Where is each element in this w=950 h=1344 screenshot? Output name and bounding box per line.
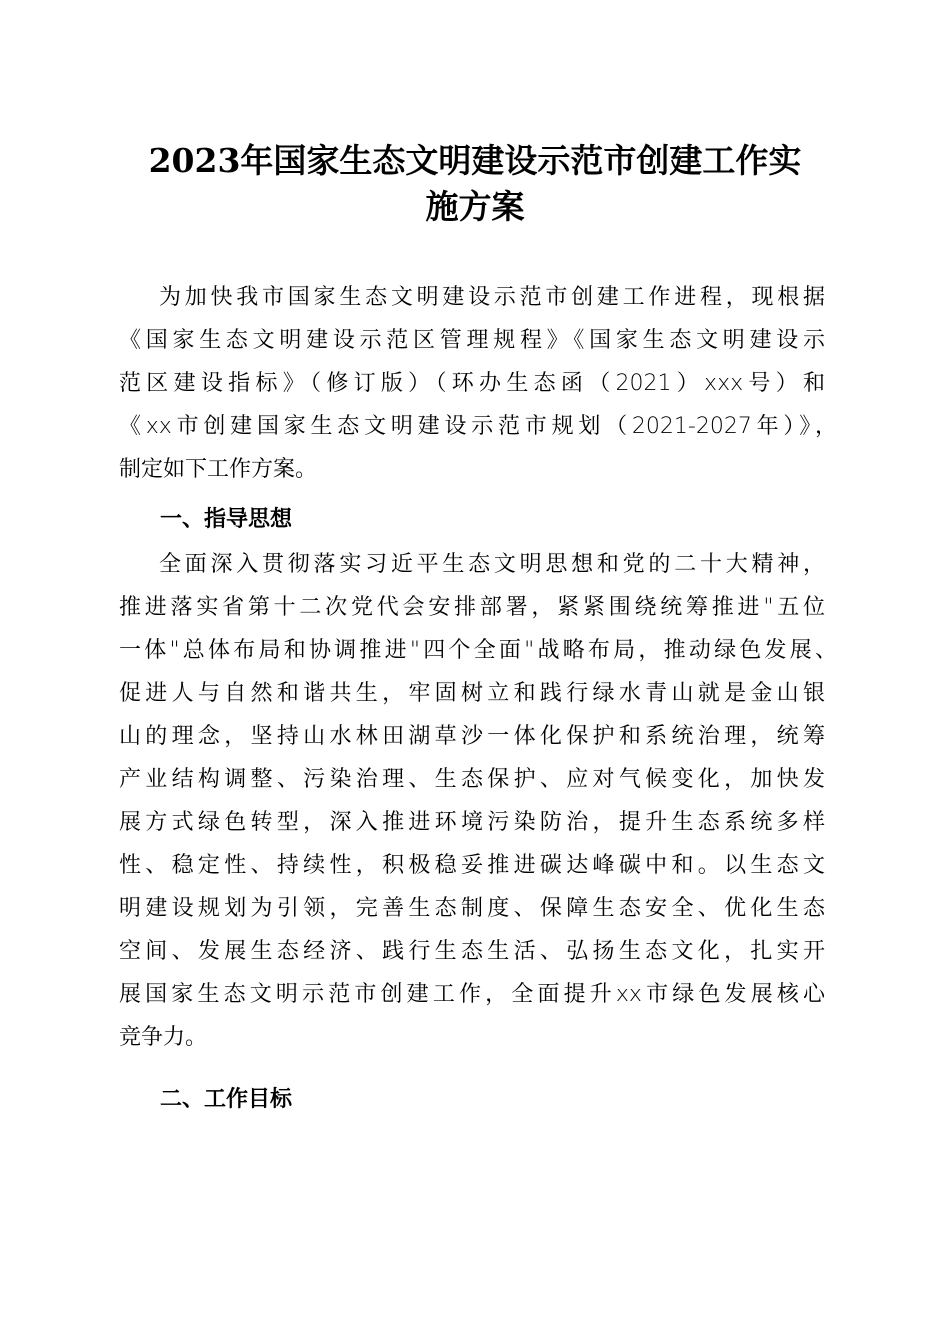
- section-heading-guiding-ideology: 一、指导思想: [160, 507, 293, 532]
- section-heading-work-goals: 二、工作目标: [160, 1087, 293, 1112]
- section1-paragraph-line: 全面深入贯彻落实习近平生态文明思想和党的二十大精神，: [159, 552, 825, 577]
- section1-paragraph-line: 一体"总体布局和协调推进"四个全面"战略布局，推动绿色发展、: [119, 638, 837, 663]
- intro-paragraph-line: 《国家生态文明建设示范区管理规程》《国家生态文明建设示: [119, 328, 825, 353]
- document-title-line-1: 2023年国家生态文明建设示范市创建工作实: [148, 141, 802, 180]
- section1-paragraph-line: 展国家生态文明示范市创建工作，全面提升xx市绿色发展核心: [119, 982, 825, 1007]
- section1-paragraph-line: 产业结构调整、污染治理、生态保护、应对气候变化，加快发: [119, 767, 825, 792]
- document-title-line-2: 施方案: [425, 187, 525, 226]
- section1-paragraph-line: 明建设规划为引领，完善生态制度、保障生态安全、优化生态: [119, 896, 825, 921]
- intro-paragraph-line: 制定如下工作方案。: [119, 457, 318, 482]
- section1-paragraph-line: 推进落实省第十二次党代会安排部署，紧紧围绕统筹推进"五位: [119, 595, 825, 620]
- section1-paragraph-line: 展方式绿色转型，深入推进环境污染防治，提升生态系统多样: [119, 810, 825, 835]
- section1-paragraph-line: 山的理念，坚持山水林田湖草沙一体化保护和系统治理，统筹: [119, 724, 825, 749]
- intro-paragraph-line: 为加快我市国家生态文明建设示范市创建工作进程，现根据: [159, 285, 825, 310]
- section1-paragraph-line: 竞争力。: [119, 1025, 208, 1050]
- section1-paragraph-line: 性、稳定性、持续性，积极稳妥推进碳达峰碳中和。以生态文: [119, 853, 825, 878]
- intro-paragraph-line: 范区建设指标》（修订版）（环办生态函（2021）xxx号）和: [119, 371, 825, 396]
- section1-paragraph-line: 空间、发展生态经济、践行生态生活、弘扬生态文化，扎实开: [119, 939, 825, 964]
- intro-paragraph-line: 《xx市创建国家生态文明建设示范市规划（2021-2027年）》，: [119, 414, 837, 439]
- section1-paragraph-line: 促进人与自然和谐共生，牢固树立和践行绿水青山就是金山银: [119, 681, 825, 706]
